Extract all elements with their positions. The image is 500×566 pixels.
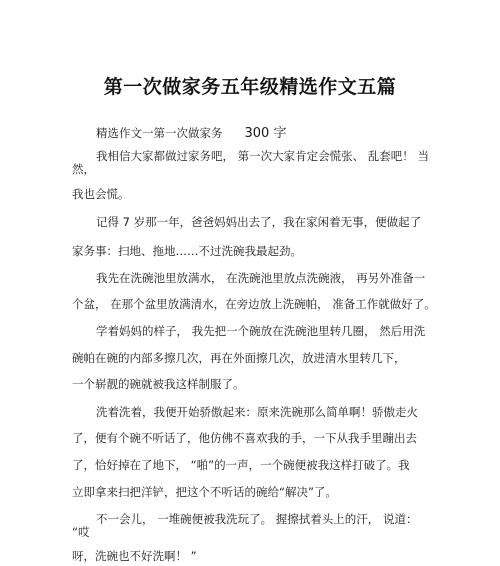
paragraph-line: 不一会儿， 一堆碗便被我洗玩了。 握擦拭着头上的汗， 说道： [96,512,418,526]
paragraph-line: 我相信大家都做过家务吧， 第一次大家肯定会慌张、 乱套吧！ 当 [96,149,429,163]
paragraph-line: 了，便有个碗不听话了，他仿佛不喜欢我的手，一下从我手里蹦出去 [72,431,417,445]
document-title: 第一次做家务五年级精选作文五篇 [103,76,397,98]
paragraph-line: 我也会慌。 [72,187,130,201]
paragraph-line: 我先在洗碗池里放满水， 在洗碗池里放点洗碗液， 再另外准备一 [96,271,426,285]
paragraph-line: 个盆， 在那个盆里放满清水，在旁边放上洗碗帕， 准备工作就做好了。 [72,297,436,311]
paragraph-line: 碗帕在碗的内部多擦几次，再在外面擦几次，放进清水里转几下， [72,351,406,365]
paragraph-line: 然， [72,162,95,176]
document-subtitle [96,122,286,141]
paragraph-line: 一个崭靓的碗就被我这样制服了。 [72,377,245,391]
paragraph-line: 洗着洗着，我便开始骄傲起来：原来洗碗那么简单啊！骄傲走火 [96,405,418,419]
paragraph-line: 家务事：扫地、拖地……不过洗碗我最起劲。 [72,244,302,258]
paragraph-line: 呀，洗碗也不好洗啊！ ” [72,549,197,563]
paragraph-line: “哎 [72,525,90,539]
paragraph-line: 立即拿来扫把洋铲，把这个不听话的碗给“解决”了。 [72,485,337,499]
paragraph-line: 记得 7 岁那一年，爸爸妈妈出去了，我在家闲着无事，便做起了 [96,215,422,229]
paragraph-line: 了，恰好掉在了地下， “啪”的一声，一个碗便被我这样打破了。我 [72,458,410,472]
paragraph-line: 学着妈妈的样子， 我先把一个碗放在洗碗池里转几圈， 然后用洗 [96,324,426,338]
subtitle-word-count: 300 字 [244,126,287,141]
subtitle-label: 精选作文一第一次做家务 [96,126,223,140]
